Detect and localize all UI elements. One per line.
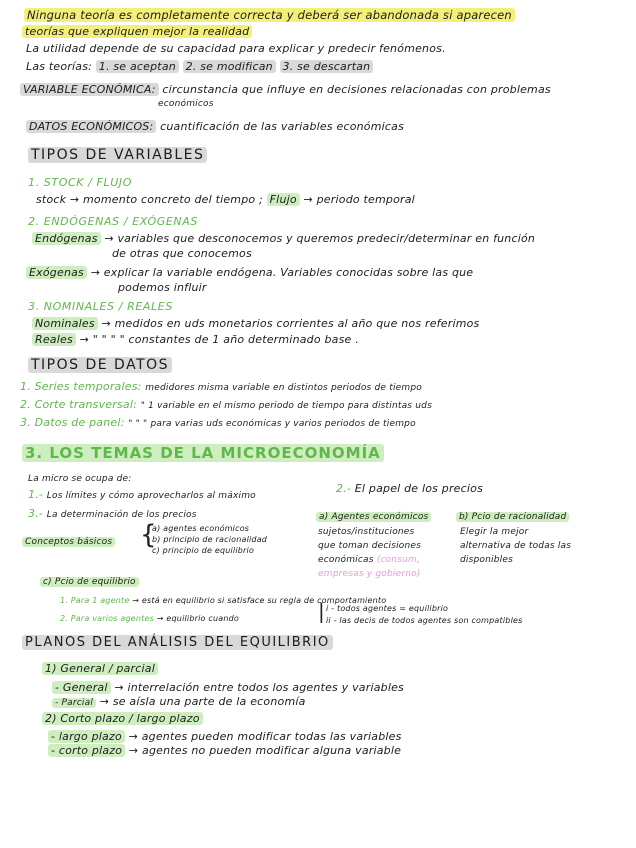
corto-largo-title: 2) Corto plazo / largo plazo (42, 712, 203, 726)
parcial-line: - Parcial → se aísla una parte de la economía (52, 695, 306, 710)
endogenas-line-2: de otras que conocemos (112, 247, 252, 260)
intro-line-3: La utilidad depende de su capacidad para explicar y predecir fenómenos. (26, 42, 446, 55)
conceptos-basicos-label: Conceptos básicos (22, 535, 115, 549)
tipos-datos-title: TIPOS DE DATOS (28, 358, 172, 372)
planos-title: PLANOS DEL ANÁLISIS DEL EQUILIBRIO (22, 636, 333, 650)
exogenas-line-2: podemos influir (118, 281, 207, 294)
concepto-b: b) principio de racionalidad (152, 535, 268, 544)
micro-point-2: 2.- El papel de los precios (336, 482, 484, 495)
series-temporales-line: 1. Series temporales: medidores misma variable en distintos periodos de tiempo (20, 380, 422, 393)
equilibrio-1-agente: 1. Para 1 agente → está en equilibrio si satisface su regla de comportamiento (60, 596, 387, 605)
endo-exo-title: 2. ENDÓGENAS / EXÓGENAS (28, 215, 198, 228)
intro-line-2: teorías que expliquen mejor la realidad (22, 25, 252, 39)
general-parcial-title: 1) General / parcial (42, 662, 158, 676)
concepto-a: a) agentes económicos (152, 524, 250, 533)
reales-line: Reales → " " " " constantes de 1 año determinado base . (32, 333, 359, 347)
largo-plazo-line: - largo plazo → agentes pueden modificar todas las variables (48, 730, 402, 744)
exogenas-line: Exógenas → explicar la variable endógena. Variables conocidas sobre las que (26, 266, 473, 280)
equilibrio-cond-i: i - todos agentes = equilibrio (326, 604, 449, 613)
racionalidad-line-2: alternativa de todas las (460, 541, 572, 551)
corte-transversal-line: 2. Corte transversal: " 1 variable en el mismo periodo de tiempo para distintas uds (20, 398, 432, 411)
equilibrio-brace: | (318, 599, 325, 623)
agentes-line-3: económicas (consum, (318, 555, 420, 565)
microeconomia-title: 3. LOS TEMAS DE LA MICROECONOMÍA (22, 446, 384, 460)
datos-definition: DATOS ECONÓMICOS: cuantificación de las variables económicas (26, 120, 404, 134)
stock-flujo-line: stock → momento concreto del tiempo ; Flujo → periodo temporal (36, 193, 415, 206)
racionalidad-line-1: Elegir la mejor (460, 527, 529, 537)
agentes-title: a) Agentes económicos (316, 510, 431, 524)
general-line: - General → interrelación entre todos los agentes y variables (52, 681, 404, 695)
micro-point-3: 3.- La determinación de los precios (28, 507, 197, 520)
micro-intro: La micro se ocupa de: (28, 474, 132, 484)
equilibrio-varios-agentes: 2. Para varios agentes → equilibrio cuando (60, 614, 239, 623)
nominales-reales-title: 3. NOMINALES / REALES (28, 300, 173, 313)
micro-point-1: 1.- Los límites y cómo aprovecharlos al máximo (28, 488, 256, 501)
agentes-line-2: que toman decisiones (318, 541, 422, 551)
tipos-variables-title: TIPOS DE VARIABLES (28, 148, 207, 162)
corto-plazo-line: - corto plazo → agentes no pueden modificar alguna variable (48, 744, 401, 758)
variable-definition-2: económicos (158, 99, 214, 109)
agentes-line-4: empresas y gobierno) (318, 569, 421, 579)
agentes-line-1: sujetos/instituciones (318, 527, 415, 537)
concepto-c: c) principio de equilibrio (152, 546, 255, 555)
intro-line-4: Las teorías: 1. se aceptan 2. se modifican 3. se descartan (26, 60, 373, 74)
equilibrio-title: c) Pcio de equilibrio (40, 575, 139, 589)
racionalidad-title: b) Pcio de racionalidad (456, 510, 569, 524)
stock-flujo-title: 1. STOCK / FLUJO (28, 176, 132, 189)
equilibrio-cond-ii: ii - las decis de todos agentes son compatibles (326, 616, 523, 625)
intro-line-1: Ninguna teoría es completamente correcta y deberá ser abandonada si aparecen (24, 8, 515, 22)
variable-definition: VARIABLE ECONÓMICA: circunstancia que influye en decisiones relacionadas con problemas (20, 83, 551, 97)
conceptos-brace: { (140, 520, 157, 550)
nominales-line: Nominales → medidos en uds monetarios corrientes al año que nos referimos (32, 317, 479, 331)
datos-panel-line: 3. Datos de panel: " " " para varias uds económicas y varios periodos de tiempo (20, 416, 416, 429)
endogenas-line: Endógenas → variables que desconocemos y queremos predecir/determinar en función (32, 232, 535, 246)
racionalidad-line-3: disponibles (460, 555, 513, 565)
